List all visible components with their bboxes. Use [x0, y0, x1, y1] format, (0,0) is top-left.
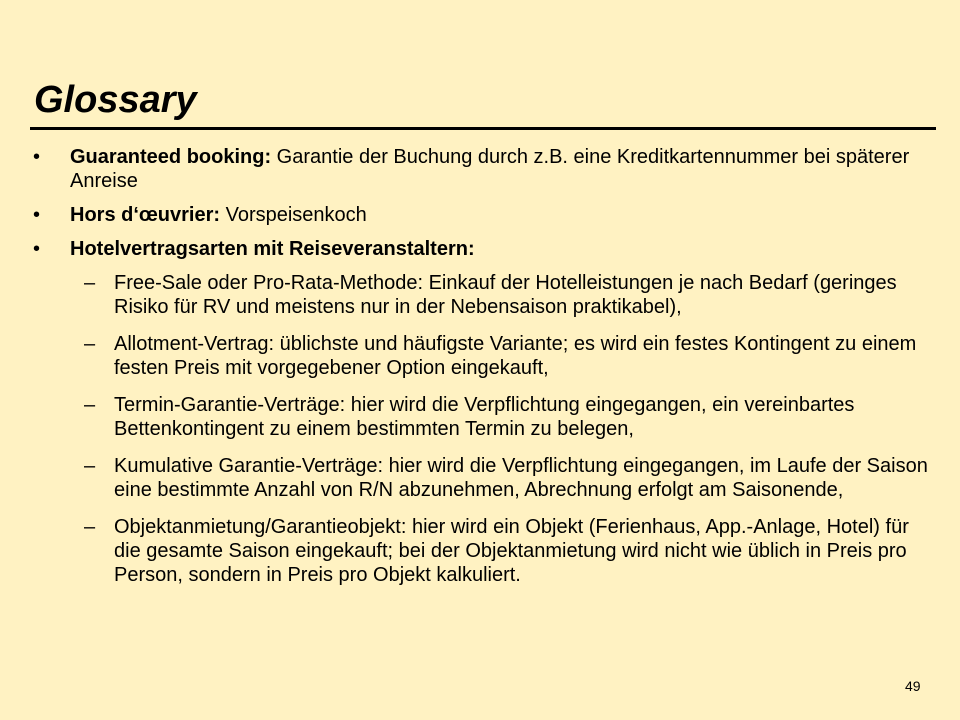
dash-marker: – [84, 455, 96, 477]
glossary-term: Guaranteed booking: [70, 146, 272, 168]
glossary-definition: Garantie der Buchung durch z.B. eine Kreditkartennummer bei späterer Anreise [70, 146, 910, 192]
subitem-kumulative-garantie [30, 454, 930, 502]
subitem-allotment [30, 332, 930, 380]
subitem-text: Objektanmietung/Garantieobjekt: hier wird ein Objekt (Ferienhaus, App.-Anlage, Hotel) für die gesamte Saison eingekauft; bei der Objektanmietung wird nicht wie üblich in Preis pro Person, sondern in Preis pro Objekt kalkuliert. [114, 516, 909, 586]
slide-title: Glossary [34, 79, 197, 121]
glossary-definition: Vorspeisenkoch [220, 204, 367, 226]
title-divider [30, 127, 936, 130]
subitem-text: Free-Sale oder Pro-Rata-Methode: Einkauf der Hotelleistungen je nach Bedarf (geringes Risiko für RV und meistens nur in der Nebensaison praktikabel), [114, 272, 897, 318]
dash-marker: – [84, 516, 96, 538]
bullet-marker: • [33, 238, 41, 260]
glossary-item-guaranteed-booking [30, 145, 930, 193]
subitem-free-sale [30, 271, 930, 319]
dash-marker: – [84, 333, 96, 355]
subitem-text: Termin-Garantie-Verträge: hier wird die Verpflichtung eingegangen, ein vereinbartes Bettenkontingent zu einem bestimmten Termin zu belegen, [114, 394, 855, 440]
subitem-objektanmietung [30, 515, 930, 587]
bullet-marker: • [33, 146, 41, 168]
glossary-list [30, 145, 930, 600]
subitem-text: Allotment-Vertrag: üblichste und häufigste Variante; es wird ein festes Kontingent zu einem festen Preis mit vorgegebener Option eingekauft, [114, 333, 917, 379]
glossary-term: Hotelvertragsarten mit Reiseveranstaltern: [70, 238, 475, 260]
bullet-marker: • [33, 204, 41, 226]
dash-marker: – [84, 272, 96, 294]
page-number: 49 [905, 678, 921, 694]
glossary-item-hors-doeuvrier [30, 203, 930, 227]
glossary-item-hotelvertragsarten [30, 237, 930, 261]
glossary-term: Hors d‘œuvrier: [70, 204, 221, 226]
subitem-text: Kumulative Garantie-Verträge: hier wird die Verpflichtung eingegangen, im Laufe der Saison eine bestimmte Anzahl von R/N abzunehmen, Abrechnung erfolgt am Saisonende, [114, 455, 928, 501]
dash-marker: – [84, 394, 96, 416]
subitem-termin-garantie [30, 393, 930, 441]
